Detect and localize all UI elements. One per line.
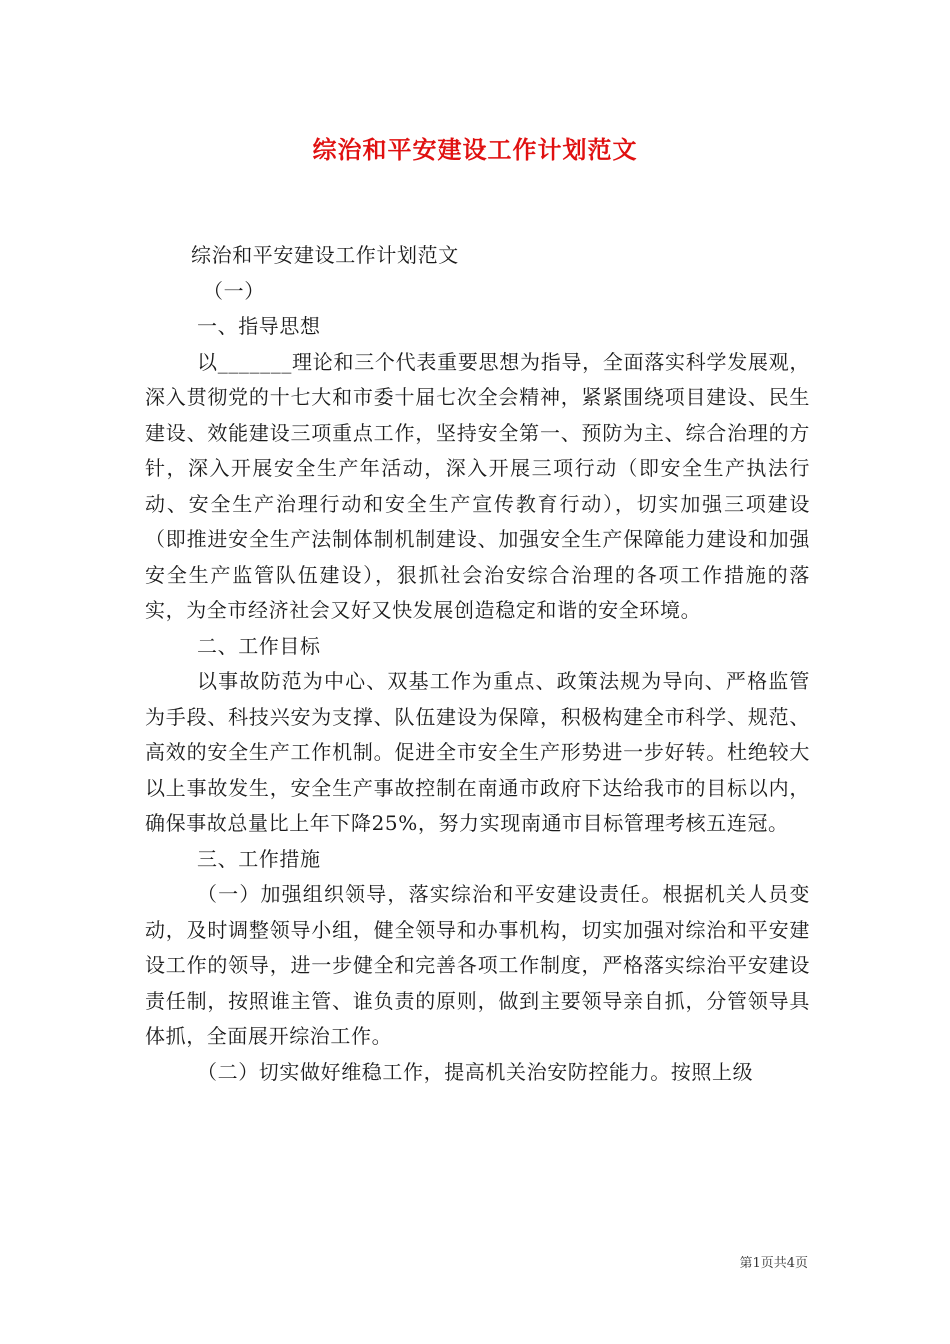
section-heading-guiding-ideology: 一、指导思想 bbox=[197, 314, 321, 338]
document-title: 综治和平安建设工作计划范文 bbox=[312, 135, 638, 164]
section-heading-work-goals: 二、工作目标 bbox=[197, 633, 321, 658]
part-number: （一） bbox=[203, 278, 265, 303]
section-heading-work-measures: 三、工作措施 bbox=[197, 846, 321, 871]
page-number: 第1页共4页 bbox=[739, 1256, 808, 1271]
paragraph-measure-2: （二）切实做好维稳工作，提高机关治安防控能力。按照上级 bbox=[197, 1059, 754, 1084]
document-subtitle: 综治和平安建设工作计划范文 bbox=[191, 243, 459, 267]
document-body bbox=[145, 238, 810, 1090]
paragraph-work-goals: 以事故防范为中心、双基工作为重点、政策法规为导向、严格监管为手段、科技兴安为支撑、队伍建设为保障，积极构建全市科学、规范、高效的安全生产工作机制。促进全市安全生产形势进一步好转。杜绝较大以上事故发生，安全生产事故控制在南通市政府下达给我市的目标以内，确保事故总量比上年下降25%，努力实现南通市目标管理考核五连冠。 bbox=[145, 669, 810, 835]
paragraph-guiding-ideology: 以_______理论和三个代表重要思想为指导，全面落实科学发展观，深入贯彻党的十七大和市委十届七次全会精神，紧紧围绕项目建设、民生建设、效能建设三项重点工作，坚持安全第一、预防为主、综合治理的方针，深入开展安全生产年活动，深入开展三项行动（即安全生产执法行动、安全生产治理行动和安全生产宣传教育行动），切实加强三项建设（即推进安全生产法制体制机制建设、加强安全生产保障能力建设和加强安全生产监管队伍建设），狠抓社会治安综合治理的各项工作措施的落实，为全市经济社会又好又快发展创造稳定和谐的安全环境。 bbox=[145, 349, 810, 622]
paragraph-measure-1: （一）加强组织领导，落实综治和平安建设责任。根据机关人员变动，及时调整领导小组，健全领导和办事机构，切实加强对综治和平安建设工作的领导，进一步健全和完善各项工作制度，严格落实综治平安建设责任制，按照谁主管、谁负责的原则，做到主要领导亲自抓，分管领导具体抓，全面展开综治工作。 bbox=[145, 882, 810, 1048]
